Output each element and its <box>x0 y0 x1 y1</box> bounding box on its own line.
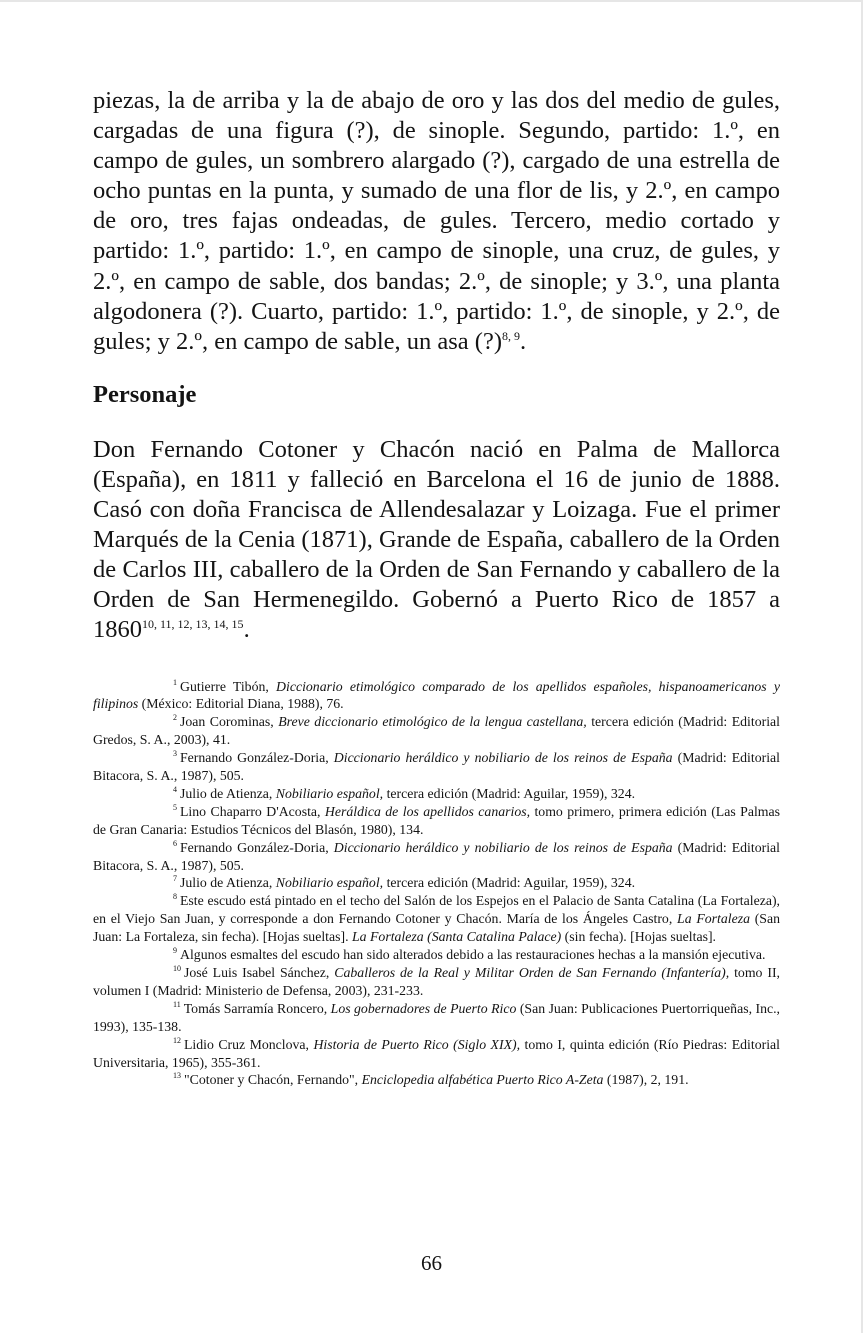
book-page <box>93 86 780 1089</box>
footnote <box>93 749 780 785</box>
footnote-details: tomo I, quinta edición (Río Piedras: Editorial Universitaria, 1965), 355-361. <box>93 1036 780 1070</box>
footnote-details: (sin fecha). [Hojas sueltas]. <box>561 929 717 945</box>
footnote-author: Tomás Sarramía Roncero, <box>183 1000 331 1016</box>
footnote-reference[interactable]: 8, 9 <box>502 328 520 343</box>
page-number: 66 <box>421 1251 442 1275</box>
footnote-details: (México: Editorial Diana, 1988), 76. <box>138 696 344 712</box>
footnote <box>93 1036 780 1072</box>
footnote <box>93 839 780 875</box>
footnote-number: 1 <box>173 677 177 687</box>
footnote-number: 11 <box>173 999 181 1009</box>
footnote-number: 6 <box>173 838 177 848</box>
footnote-title: Breve diccionario etimológico de la lengua castellana, <box>278 714 587 730</box>
footnote <box>93 803 780 839</box>
footnote-title: La Fortaleza (Santa Catalina Palace) <box>351 929 562 945</box>
footnote-author: "Cotoner y Chacón, Fernando", <box>184 1072 362 1088</box>
footnote-details: (San Juan: La Fortaleza, sin fecha). [Hojas sueltas]. <box>93 911 780 945</box>
footnote <box>93 678 780 714</box>
body-paragraph-continuation <box>93 86 780 357</box>
footnote <box>93 874 780 892</box>
footnote <box>93 892 780 946</box>
footnote-title: Historia de Puerto Rico (Siglo XIX), <box>313 1036 521 1052</box>
footnote <box>93 713 780 749</box>
paragraph-text: Don Fernando Cotoner y Chacón nació en Palma de Mallorca (España), en 1811 y falleció en Barcelona el 16 de junio de 1888. Casó con doña Francisca de Allendesalazar y Loizaga. Fue el primer Marqués de la Cenia (1871), Grande de España, caballero de la Orden de Carlos III, caballero de la Orden de San Fernando y caballero de la Orden de San Hermenegildo. Gobernó a Puerto Rico de 1857 a 1860 <box>93 435 780 644</box>
footnote <box>93 785 780 803</box>
footnote-details: tomo primero, primera edición (Las Palmas de Gran Canaria: Estudios Técnicos del Blasón, 1980), 134. <box>93 803 780 837</box>
footnote-details: tercera edición (Madrid: Editorial Gredos, S. A., 2003), 41. <box>93 714 780 748</box>
footnote-number: 7 <box>173 874 177 884</box>
footnote-author: Lino Chaparro D'Acosta, <box>180 803 325 819</box>
footnote-number: 10 <box>173 964 181 973</box>
footnote-author: Fernando González-Doria, <box>180 750 334 766</box>
sentence-end: . <box>520 327 527 355</box>
footnote-details: tercera edición (Madrid: Aguilar, 1959), 324. <box>383 875 636 891</box>
footnote-details: tomo II, volumen I (Madrid: Ministerio de Defensa, 2003), 231-233. <box>93 965 780 998</box>
paragraph-text: piezas, la de arriba y la de abajo de oro y las dos del medio de gules, cargadas de una figura (?), de sinople. Segundo, partido: 1.º, en campo de gules, un sombrero alargado (?), cargado de una estrella de ocho puntas en la punta, y sumado de una flor de lis, y 2.º, en campo de oro, tres fajas ondeadas, de gules. Tercero, medio cortado y partido: 1.º, partido: 1.º, en campo de sinople, una cruz, de gules, y 2.º, en campo de sable, dos bandas; 2.º, de sinople; y 3.º, una planta algodonera (?). Cuarto, partido: 1.º, partido: 1.º, de sinople, y 2.º, de gules; y 2.º, en campo de sable, un asa (?) <box>93 87 780 355</box>
sentence-end: . <box>243 616 250 644</box>
footnote-title: Heráldica de los apellidos canarios, <box>324 803 531 819</box>
footnote-details: (Madrid: Editorial Bitacora, S. A., 1987), 505. <box>93 839 781 873</box>
footnote-author: Fernando González-Doria, <box>180 839 334 855</box>
footnote-author: José Luis Isabel Sánchez, <box>184 965 335 980</box>
footnote-number: 2 <box>173 713 177 723</box>
footnote-number: 9 <box>173 946 177 956</box>
section-heading: Personaje <box>93 380 197 408</box>
footnote-author: Joan Corominas, <box>180 714 279 730</box>
footnote-reference[interactable]: 10, 11, 12, 13, 14, 15 <box>142 617 244 632</box>
footnote-number: 13 <box>173 1071 181 1081</box>
page-top-edge <box>0 0 863 2</box>
footnote-number: 8 <box>173 892 177 902</box>
footnote-author: Gutierre Tibón, <box>180 678 277 694</box>
footnote <box>93 1071 780 1089</box>
footnote-title: Los gobernadores de Puerto Rico <box>330 1000 517 1016</box>
footnote-author: Lidio Cruz Monclova, <box>184 1036 314 1052</box>
footnote-title: Diccionario heráldico y nobiliario de los reinos de España <box>333 750 673 766</box>
footnote-title: Caballeros de la Real y Militar Orden de San Fernando (Infantería), <box>334 965 730 980</box>
footnote-title: Nobiliario español, <box>275 785 384 801</box>
footnote-number: 12 <box>173 1035 181 1045</box>
footnotes <box>93 678 780 1090</box>
footnote-details: (Madrid: Editorial Bitacora, S. A., 1987), 505. <box>93 750 781 784</box>
footnote-author: Julio de Atienza, <box>180 875 276 891</box>
footnote-author: Julio de Atienza, <box>180 785 276 801</box>
body-paragraph-personaje <box>93 435 780 646</box>
footnote-author: Este escudo está pintado en el techo del Salón de los Espejos en el Palacio de Santa Catalina (La Fortaleza), en el Viejo San Juan, y corresponde a don Fernando Cotoner y Chacón. María de los Ángeles Castro, <box>93 893 780 927</box>
footnote-details: (1987), 2, 191. <box>603 1072 689 1088</box>
footnote-number: 3 <box>173 749 177 759</box>
footnote-details: tercera edición (Madrid: Aguilar, 1959), 324. <box>383 785 636 801</box>
footnote <box>93 1000 780 1036</box>
footnote-title: Diccionario etimológico comparado de los apellidos españoles, hispanoamericanos y filipinos <box>93 678 780 712</box>
footnote-number: 4 <box>173 784 177 794</box>
footnote-number: 5 <box>173 802 177 812</box>
footnote-title: La Fortaleza <box>677 911 750 927</box>
footnote <box>93 946 780 964</box>
footnote-title: Nobiliario español, <box>275 875 384 891</box>
footnote <box>93 964 780 1000</box>
footnote-text: Algunos esmaltes del escudo han sido alterados debido a las restauraciones hechas a la mansión ejecutiva. <box>180 947 766 963</box>
footnote-details: (San Juan: Publicaciones Puertorriqueñas, Inc., 1993), 135-138. <box>93 1000 780 1034</box>
footnote-title: Diccionario heráldico y nobiliario de los reinos de España <box>333 839 673 855</box>
footnote-title: Enciclopedia alfabética Puerto Rico A-Zeta <box>361 1072 604 1088</box>
